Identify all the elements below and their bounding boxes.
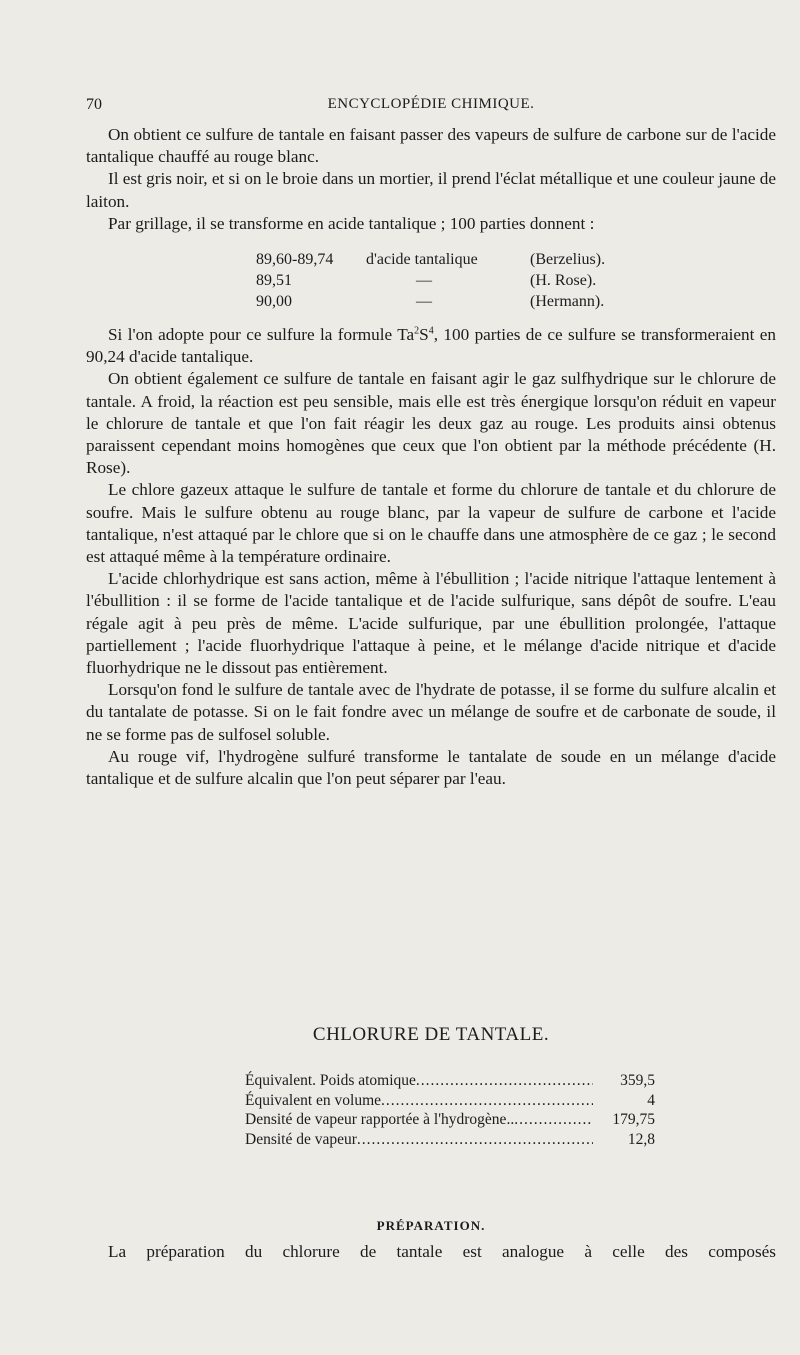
property-label: Équivalent en volume [245, 1091, 382, 1109]
paragraph: On obtient également ce sulfure de tantale en faisant agir le gaz sulfhydrique sur le chlorure de tantale. A froid, la réaction est peu sensible, mais elle est très énergique lorsqu'on réduit en vapeur le chlorure de tantale et que l'on fait réagir les deux gaz au rouge. Les produits ainsi obtenus paraissent cependant moins homogènes que ceux que l'on obtient par la méthode précédente (H. Rose). [86, 369, 776, 478]
property-value: 359,5 [620, 1072, 655, 1089]
property-value: 12,8 [627, 1130, 655, 1148]
text-span: S [419, 325, 429, 345]
paragraph: Lorsqu'on fond le sulfure de tantale avec de l'hydrate de potasse, il se forme du sulfure alcalin et du tantalate de potasse. Si on le fait fondre avec un mélange de soufre et de carbonate de soude, il ne se forme pas de sulfosel soluble. [86, 680, 776, 744]
table-row [256, 270, 605, 291]
property-value: 179,75 [612, 1111, 655, 1128]
table-row [256, 291, 605, 312]
table-cell-author: (H. Rose). [530, 272, 597, 290]
body-text-continued [86, 1241, 776, 1263]
page-header [86, 96, 776, 118]
paragraph: Par grillage, il se transforme en acide tantalique ; 100 parties donnent : [108, 213, 595, 233]
table-cell-label: d'acide tantalique [366, 251, 478, 269]
property-label: Équivalent. Poids atomique [245, 1072, 416, 1089]
superscript: 2 [414, 325, 420, 337]
superscript: 4 [428, 325, 434, 337]
property-label: Densité de vapeur [245, 1130, 357, 1148]
dot-leader [357, 1130, 593, 1150]
table-cell-label: — [416, 293, 432, 311]
table-cell-author: (Berzelius). [530, 251, 606, 269]
running-title: ENCYCLOPÉDIE CHIMIQUE. [327, 96, 535, 112]
page-number: 70 [86, 96, 102, 113]
dot-leader [514, 1110, 593, 1130]
table-cell-author: (Hermann). [530, 293, 605, 311]
property-row [245, 1130, 655, 1150]
properties-list [245, 1071, 655, 1149]
table-cell-value: 89,51 [256, 272, 292, 290]
property-value: 4 [647, 1091, 655, 1109]
paragraph: Le chlore gazeux attaque le sulfure de tantale et forme du chlorure de tantale et du chlorure de soufre. Mais le sulfure obtenu au rouge blanc, par la vapeur de sulfure de carbone et l'acide tantalique, n'est attaqué par le chlore que si on le chauffe dans une atmosphère de ce gaz ; le second est attaqué même à la température ordinaire. [86, 480, 776, 567]
subheading: PRÉPARATION. [376, 1218, 486, 1233]
paragraph: L'acide chlorhydrique est sans action, même à l'ébullition ; l'acide nitrique l'attaque lentement à l'ébullition : il se forme de l'acide tantalique et de l'acide sulfurique, sans dépôt de soufre. L'eau régale agit à peu près de même. L'acide sulfurique, par une ébullition prolongée, l'attaque partiellement ; l'acide fluorhydrique l'attaque à peine, et le mélange d'acide nitrique et d'acide fluorhydrique ne le dissout pas entièrement. [86, 569, 776, 678]
text-span: Si l'on adopte pour ce sulfure la formule Ta [108, 325, 415, 345]
paragraph: La préparation du chlorure de tantale est analogue à celle des composés [108, 1242, 776, 1261]
dot-leader [381, 1091, 593, 1111]
property-row [245, 1110, 655, 1130]
property-row [245, 1091, 655, 1111]
dot-leader [416, 1071, 593, 1091]
property-row [245, 1071, 655, 1091]
table-cell-value: 90,00 [256, 293, 292, 311]
analysis-table [256, 249, 605, 312]
paragraph: On obtient ce sulfure de tantale en faisant passer des vapeurs de sulfure de carbone sur de l'acide tantalique chauffé au rouge blanc. [86, 125, 776, 167]
body-text [86, 124, 776, 790]
table-row [256, 249, 605, 270]
paragraph: Au rouge vif, l'hydrogène sulfuré transforme le tantalate de soude en un mélange d'acide tantalique et de sulfure alcalin que l'on peut séparer par l'eau. [86, 746, 776, 789]
table-cell-value: 89,60-89,74 [256, 251, 334, 269]
paragraph: Il est gris noir, et si on le broie dans un mortier, il prend l'éclat métallique et une couleur jaune de laiton. [86, 169, 777, 211]
section-title: CHLORURE DE TANTALE. [312, 1024, 550, 1045]
property-label: Densité de vapeur rapportée à l'hydrogène.. [245, 1111, 515, 1128]
text-span: , 100 parties de ce sulfure se transformeraient en 90,24 d'acide tantalique. [86, 325, 776, 367]
table-cell-label: — [416, 272, 432, 290]
paragraph-formula [86, 324, 776, 368]
